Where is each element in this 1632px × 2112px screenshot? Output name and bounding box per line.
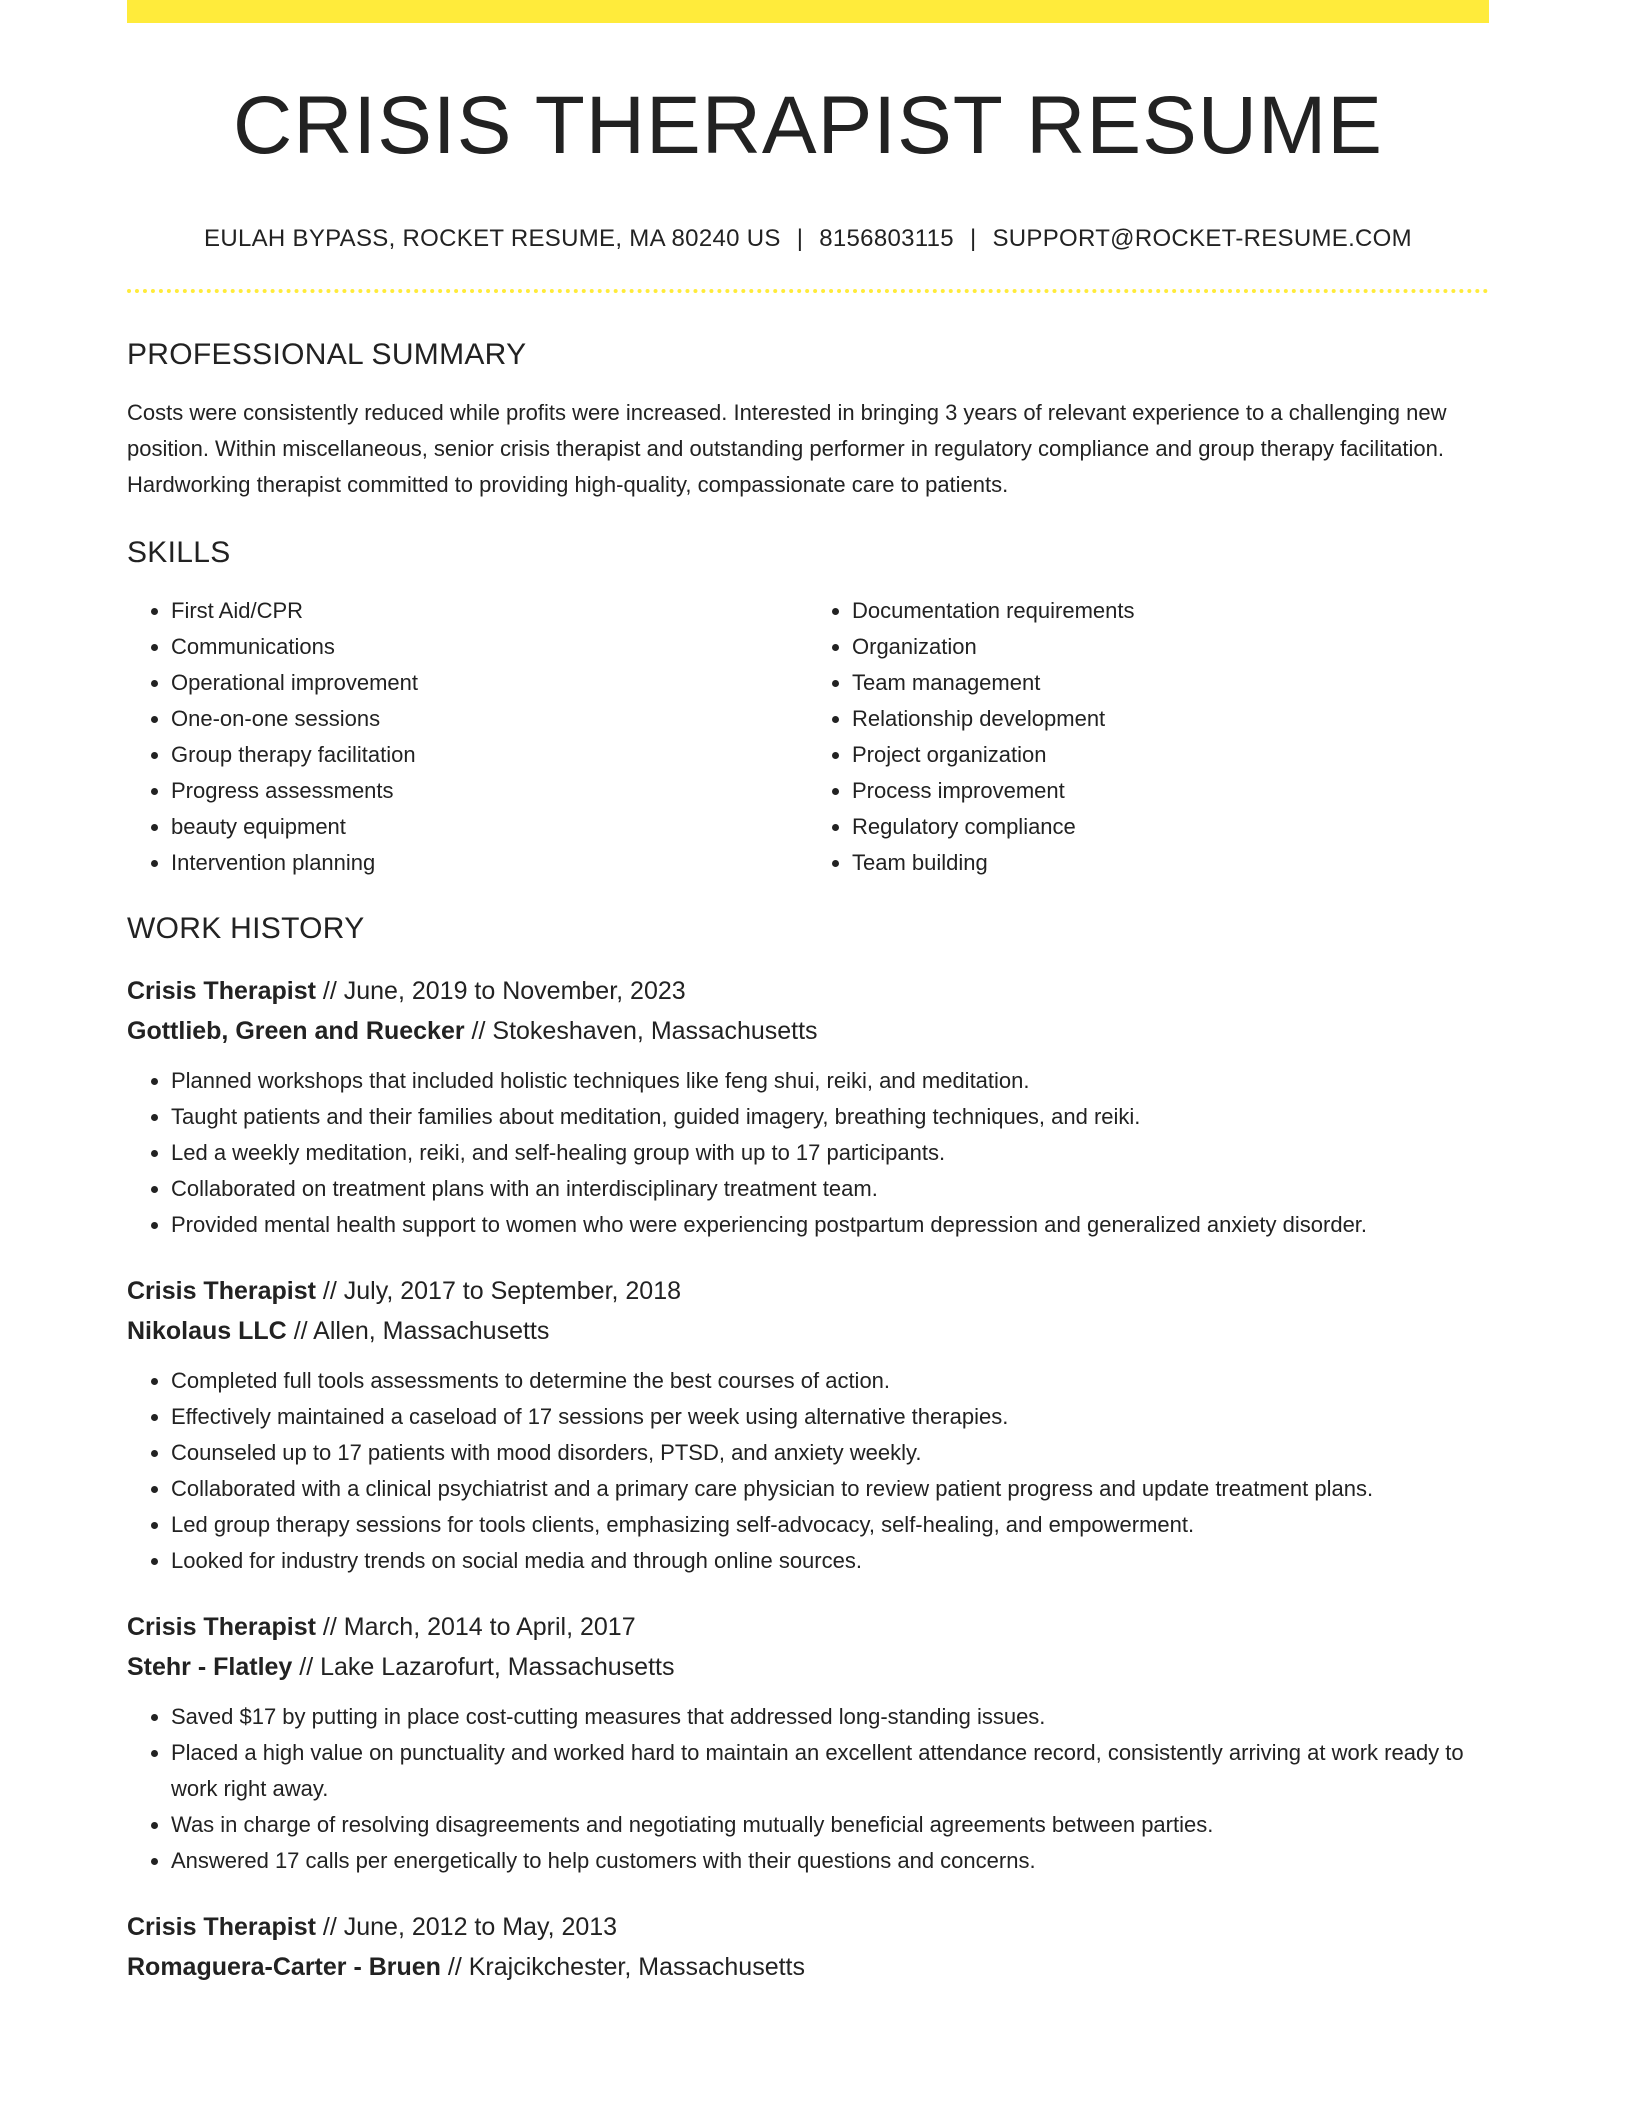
job-location: Stokeshaven, Massachusetts <box>492 1017 818 1045</box>
job-company: Stehr - Flatley <box>127 1653 293 1681</box>
job-bullet: • Collaborated on treatment plans with an interdisciplinary treatment team. <box>171 1171 1489 1207</box>
skill-item: • Team management <box>852 665 1489 701</box>
job-bullet: • Completed full tools assessments to determine the best courses of action. <box>171 1363 1489 1399</box>
job-dates: June, 2019 to November, 2023 <box>343 977 686 1005</box>
resume-content <box>127 23 1489 1987</box>
job-role: Crisis Therapist <box>127 1913 316 1941</box>
job-bullets <box>127 1363 1489 1579</box>
section-title-work-history: WORK HISTORY <box>127 912 365 945</box>
skill-item: • Project organization <box>852 737 1489 773</box>
job-entry <box>127 971 1489 1243</box>
job-bullet: • Planned workshops that included holistic techniques like feng shui, reiki, and meditation. <box>171 1063 1489 1099</box>
section-title-summary: PROFESSIONAL SUMMARY <box>127 338 527 371</box>
job-entry <box>127 1607 1489 1879</box>
job-location: Allen, Massachusetts <box>313 1317 550 1345</box>
job-company-line: Nikolaus LLC // Allen, Massachusetts <box>127 1317 550 1345</box>
job-role: Crisis Therapist <box>127 1613 316 1641</box>
job-entry <box>127 1271 1489 1579</box>
job-bullet: • Answered 17 calls per energetically to help customers with their questions and concerns. <box>171 1843 1489 1879</box>
job-bullet: • Led a weekly meditation, reiki, and self-healing group with up to 17 participants. <box>171 1135 1489 1171</box>
job-entry <box>127 1907 1489 1987</box>
job-bullet: • Collaborated with a clinical psychiatrist and a primary care physician to review patient progress and update treatment plans. <box>171 1471 1489 1507</box>
summary-text: Costs were consistently reduced while profits were increased. Interested in bringing 3 years of relevant experience to a challenging new position. Within miscellaneous, senior crisis therapist and outstanding performer in regulatory compliance and group therapy facilitation. Hardworking therapist committed to providing high-quality, compassionate care to patients. <box>127 400 1447 497</box>
skill-item: • One-on-one sessions <box>171 701 808 737</box>
skill-item: • beauty equipment <box>171 809 808 845</box>
job-company: Romaguera-Carter - Bruen <box>127 1953 441 1981</box>
job-bullets <box>127 1063 1489 1243</box>
skill-item: • Operational improvement <box>171 665 808 701</box>
job-role: Crisis Therapist <box>127 977 316 1005</box>
job-dates: March, 2014 to April, 2017 <box>343 1613 636 1641</box>
job-location: Lake Lazarofurt, Massachusetts <box>320 1653 675 1681</box>
job-company-line: Gottlieb, Green and Ruecker // Stokeshaven, Massachusetts <box>127 1017 818 1045</box>
skill-item: • Group therapy facilitation <box>171 737 808 773</box>
job-role-line: Crisis Therapist // June, 2012 to May, 2013 <box>127 1913 618 1941</box>
skill-item: • Relationship development <box>852 701 1489 737</box>
job-dates: July, 2017 to September, 2018 <box>343 1277 682 1305</box>
job-bullets <box>127 1699 1489 1879</box>
skill-item: • Intervention planning <box>171 845 808 881</box>
skill-item: • Progress assessments <box>171 773 808 809</box>
job-bullet: • Effectively maintained a caseload of 17 sessions per week using alternative therapies. <box>171 1399 1489 1435</box>
skill-item: • Organization <box>852 629 1489 665</box>
skill-item: • Documentation requirements <box>852 593 1489 629</box>
job-company: Nikolaus LLC <box>127 1317 287 1345</box>
job-company-line: Stehr - Flatley // Lake Lazarofurt, Massachusetts <box>127 1653 675 1681</box>
dotted-divider <box>127 289 1489 293</box>
contact-email: SUPPORT@ROCKET-RESUME.COM <box>992 225 1412 252</box>
skill-item: • Team building <box>852 845 1489 881</box>
job-bullet: • Provided mental health support to women who were experiencing postpartum depression and generalized anxiety disorder. <box>171 1207 1489 1243</box>
job-company-line: Romaguera-Carter - Bruen // Krajcikchester, Massachusetts <box>127 1953 805 1981</box>
section-title-skills: SKILLS <box>127 536 231 569</box>
job-role-line: Crisis Therapist // March, 2014 to April, 2017 <box>127 1613 636 1641</box>
job-bullet: • Was in charge of resolving disagreements and negotiating mutually beneficial agreements between parties. <box>171 1807 1489 1843</box>
skill-item: • Regulatory compliance <box>852 809 1489 845</box>
job-company: Gottlieb, Green and Ruecker <box>127 1017 465 1045</box>
job-bullet: • Counseled up to 17 patients with mood disorders, PTSD, and anxiety weekly. <box>171 1435 1489 1471</box>
contact-phone: 8156803115 <box>819 225 954 252</box>
job-role-line: Crisis Therapist // July, 2017 to September, 2018 <box>127 1277 682 1305</box>
skill-item: • First Aid/CPR <box>171 593 808 629</box>
contact-address: EULAH BYPASS, ROCKET RESUME, MA 80240 US <box>204 225 781 252</box>
job-bullet: • Led group therapy sessions for tools clients, emphasizing self-advocacy, self-healing, and empowerment. <box>171 1507 1489 1543</box>
skills-list-left <box>127 593 808 881</box>
job-bullet: • Saved $17 by putting in place cost-cutting measures that addressed long-standing issues. <box>171 1699 1489 1735</box>
job-location: Krajcikchester, Massachusetts <box>468 1953 805 1981</box>
contact-separator: | <box>796 225 804 252</box>
accent-top-bar <box>127 0 1489 23</box>
job-bullet: • Placed a high value on punctuality and worked hard to maintain an excellent attendance record, consistently arriving at work ready to work right away. <box>171 1735 1489 1807</box>
contact-line <box>127 227 1489 251</box>
skill-item: • Communications <box>171 629 808 665</box>
contact-separator: | <box>969 225 977 252</box>
job-bullet: • Looked for industry trends on social media and through online sources. <box>171 1543 1489 1579</box>
resume-title: CRISIS THERAPIST RESUME <box>233 80 1383 171</box>
skill-item: • Process improvement <box>852 773 1489 809</box>
job-role: Crisis Therapist <box>127 1277 316 1305</box>
job-role-line: Crisis Therapist // June, 2019 to November, 2023 <box>127 977 686 1005</box>
skills-list-right <box>808 593 1489 881</box>
job-bullet: • Taught patients and their families about meditation, guided imagery, breathing techniques, and reiki. <box>171 1099 1489 1135</box>
job-dates: June, 2012 to May, 2013 <box>343 1913 618 1941</box>
skills-grid <box>127 593 1489 881</box>
